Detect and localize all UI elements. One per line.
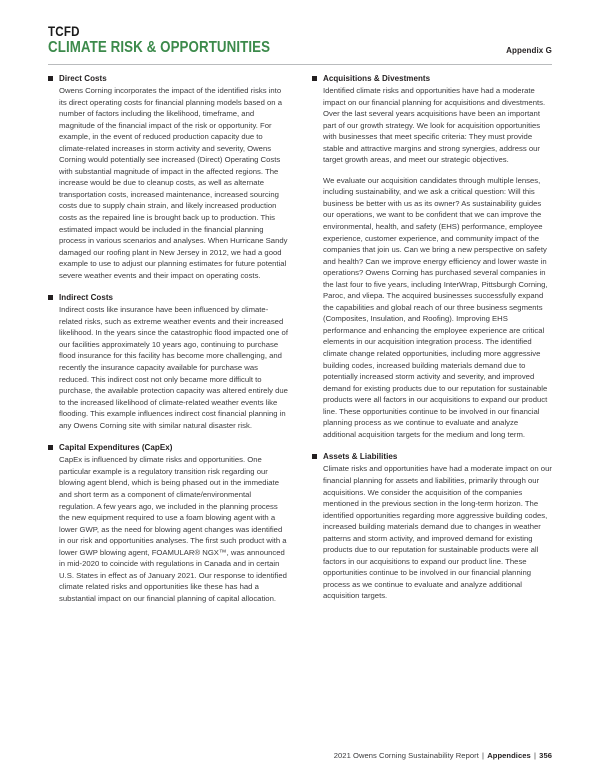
square-bullet-icon — [312, 454, 317, 459]
section-body — [48, 304, 288, 431]
page-header — [48, 24, 552, 57]
square-bullet-icon — [312, 76, 317, 81]
paragraph: CapEx is influenced by climate risks and opportunities. One particular example is a regulatory transition risk regarding our blowing agent blend, which is being phased out in the immediate and short term as a component of climate/environmental regulation. A few years ago, we included in the planning process the new equipment required to use a foam blowing agent with a lower GWP, as the need for blowing agent changes was identified in our risk and opportunities analyses. The first such product with a lower GWP blowing agent, FOAMULAR® NGX™, was announced in mid-2020 to coincide with regulations in Canada and in certain U.S. States in effect as of January 2021. Our response to identified climate related risks and opportunities like these has had a substantial impact on our financial planning of capital allocation. — [59, 455, 287, 603]
square-bullet-icon — [48, 295, 53, 300]
section-heading — [48, 73, 288, 84]
left-column — [48, 73, 288, 604]
section-body — [312, 463, 552, 602]
footer-report-name: 2021 Owens Corning Sustainability Report — [333, 751, 479, 760]
content-columns — [48, 73, 552, 604]
section-capital-expenditures — [48, 442, 288, 604]
section-heading — [48, 292, 288, 303]
section-body — [48, 454, 288, 604]
section-title: Capital Expenditures (CapEx) — [59, 443, 173, 453]
right-column — [312, 73, 552, 604]
paragraph: Climate risks and opportunities have had a moderate impact on our financial planning for assets and liabilities, primarily through our acquisitions. We consider the acquisition of the companies mentioned in the previous section in the long-term horizon. The identified opportunities regarding more aggressive building codes, increased building materials demand due to changes in weather patterns and storm activity, and improved demand for existing products due to our reputation for sustainable products were all factors in our acquisitions to expand our product line. These opportunities continue to be involved in our financial planning process as we continue to evaluate and analyze additional acquisition targets. — [323, 464, 552, 601]
paragraph: Identified climate risks and opportunities have had a moderate impact on our financial planning for acquisitions and divestments. Over the last several years acquisitions have been an important part of our growth strategy. We look for acquisition opportunities with businesses that meet specific criteria: They must provide stable and attractive margins and strong synergies, address our target growth areas, and meet our strategic objectives. — [323, 86, 546, 165]
paragraph: Owens Corning incorporates the impact of the identified risks into its direct operating costs for financial planning models based on a number of factors including the likelihood, timeframe, and magnitude of the financial impact of the risk or opportunity. For example, in the event of reduced production capacity due to climate-related increases in storm activity and severity, Owens Corning would potentially see increased (Direct) Operating Costs with substantial magnitude of impact in the affected regions. The increase would be due to cleanup costs, as well as alternate transportation costs, increased maintenance, increased sourcing costs due to supply chain strain, and likely increased production costs as the repaired line is brought back up to production. This estimated impact would be included in the financial planning process in various scenarios and analyses. When Hurricane Sandy damaged our roofing plant in New Jersey in 2012, we had a good example to use to adjust our planning estimates for future potential severe weather events and their impact on operating costs. — [59, 86, 288, 280]
paragraph: Indirect costs like insurance have been influenced by climate-related risks, such as extreme weather events and their increased likelihood. In the years since the catastrophic flood impacted one of our facilities approximately 10 years ago, continuing to purchase flood insurance for this facility has become more challenging, and recently the insurance capacity available for purchase was reduced. This indirect cost not only became more difficult to purchase, the available protection capacity was altered entirely due to the increased likelihood of climate-related weather events like flooding. This example influences indirect cost financial planning in any Owens Corning site with similar natural disaster risk. — [59, 305, 288, 430]
section-title: Acquisitions & Divestments — [323, 74, 431, 83]
header-titles — [48, 24, 306, 57]
section-body — [48, 85, 288, 281]
footer-separator: | — [533, 751, 536, 760]
square-bullet-icon — [48, 76, 53, 81]
footer-section-name: Appendices — [487, 751, 531, 760]
footer-page-number: 356 — [539, 751, 552, 760]
section-title: Indirect Costs — [59, 293, 114, 303]
page-footer — [334, 751, 552, 760]
section-direct-costs — [48, 73, 288, 281]
section-indirect-costs — [48, 292, 288, 431]
section-body — [312, 85, 552, 440]
section-acquisitions-divestments — [312, 73, 552, 440]
section-assets-liabilities — [312, 451, 552, 602]
square-bullet-icon — [48, 445, 53, 450]
page-subtitle: CLIMATE RISK & OPPORTUNITIES — [48, 39, 271, 56]
section-heading — [48, 442, 288, 453]
appendix-label: Appendix G — [506, 46, 552, 55]
section-title: Assets & Liabilities — [323, 452, 398, 462]
paragraph: We evaluate our acquisition candidates through multiple lenses, including sustainability, and we ask a critical question: Will this business be better with us as its owner? As sustainability guides our operations, we want to be confident that we can improve the environmental, health, and safety (EHS) performance, employee experience, customer experience, and community impact of the companies that join us. Can we bring a new perspective on safety and health? Can we improve energy efficiency and lower waste in operations? Owens Corning has purchased several companies in the last four to five years, including InterWrap, Pittsburgh Corning, Paroc, and vliepa. The acquired businesses successfully expand the capabilities and global reach of our three business segments (Composites, Insulation, and Roofing). Improving EHS performance and enhancing the employee experience are critical elements in our acquisition integration process. The identified climate change related opportunities, including more aggressive building codes, increased building materials demand due to potentially increased storm activity and severity, and improved demand for existing products due to our reputation for sustainable products were all factors in our acquisitions to expand our product line. These opportunities continue to be involved in our financial planning process as we continue to evaluate and analyze additional acquisition targets for the medium and long term. — [323, 175, 548, 439]
footer-separator: | — [482, 751, 485, 760]
section-heading — [312, 73, 552, 84]
section-heading — [312, 451, 552, 462]
header-divider — [48, 64, 552, 65]
header-row — [48, 24, 552, 57]
page-title: TCFD — [48, 24, 80, 39]
section-title: Direct Costs — [59, 74, 107, 83]
